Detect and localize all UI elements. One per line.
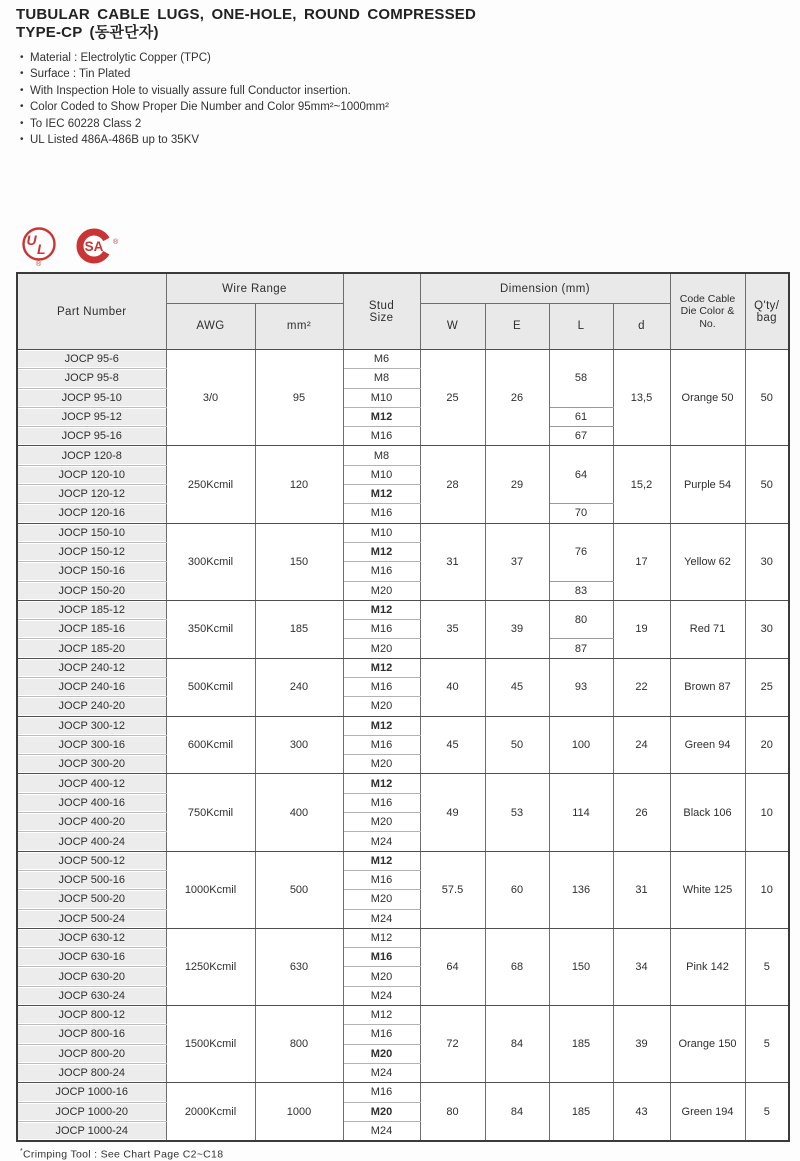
col-header-l: L (549, 303, 613, 349)
col-header-awg: AWG (166, 303, 255, 349)
table-row (17, 1006, 789, 1025)
table-row (17, 1083, 789, 1102)
dim-l-cell: 93 (549, 658, 613, 716)
die-color-cell: Green 194 (670, 1083, 745, 1141)
dim-e-cell: 45 (485, 658, 549, 716)
qty-cell: 5 (745, 1006, 789, 1083)
awg-cell: 300Kcmil (166, 523, 255, 600)
feature-item: • Surface : Tin Plated (18, 66, 786, 82)
stud-size-cell: M20 (343, 581, 420, 600)
mm2-cell: 185 (255, 600, 343, 658)
dim-l-cell: 76 (549, 523, 613, 581)
part-number-cell: JOCP 95-8 (17, 369, 166, 388)
mm2-cell: 120 (255, 446, 343, 523)
stud-size-cell: M12 (343, 407, 420, 426)
dim-d-cell: 39 (613, 1006, 670, 1083)
die-color-cell: Red 71 (670, 600, 745, 658)
dim-l-cell: 185 (549, 1083, 613, 1141)
part-number-cell: JOCP 95-6 (17, 349, 166, 368)
part-number-cell: JOCP 150-20 (17, 581, 166, 600)
awg-cell: 1250Kcmil (166, 928, 255, 1005)
page-title-line2: TYPE-CP (동관단자) (16, 23, 159, 41)
qty-cell: 30 (745, 600, 789, 658)
die-color-cell: Brown 87 (670, 658, 745, 716)
stud-size-cell: M24 (343, 1063, 420, 1082)
stud-size-cell: M24 (343, 986, 420, 1005)
part-number-cell: JOCP 185-20 (17, 639, 166, 658)
part-number-cell: JOCP 120-16 (17, 504, 166, 523)
die-color-cell: Black 106 (670, 774, 745, 851)
stud-size-cell: M16 (343, 504, 420, 523)
col-header-part-number: Part Number (17, 273, 166, 349)
part-number-cell: JOCP 630-24 (17, 986, 166, 1005)
feature-list (18, 50, 786, 148)
dim-e-cell: 84 (485, 1083, 549, 1141)
part-number-cell: JOCP 500-20 (17, 890, 166, 909)
dim-w-cell: 28 (420, 446, 485, 523)
qty-cell: 5 (745, 1083, 789, 1141)
stud-size-cell: M16 (343, 677, 420, 696)
part-number-cell: JOCP 150-10 (17, 523, 166, 542)
stud-size-line2: Size (369, 311, 394, 324)
stud-size-cell: M12 (343, 774, 420, 793)
stud-size-cell: M20 (343, 697, 420, 716)
stud-size-cell: M6 (343, 349, 420, 368)
stud-size-cell: M20 (343, 1044, 420, 1063)
dim-w-cell: 49 (420, 774, 485, 851)
part-number-cell: JOCP 630-12 (17, 928, 166, 947)
dim-l-cell: 61 (549, 407, 613, 426)
csa-logo-text: SA (84, 239, 104, 255)
part-number-cell: JOCP 120-10 (17, 465, 166, 484)
part-number-cell: JOCP 500-24 (17, 909, 166, 928)
dim-l-cell: 64 (549, 446, 613, 504)
die-color-cell: Purple 54 (670, 446, 745, 523)
part-number-cell: JOCP 240-16 (17, 677, 166, 696)
spec-table-body (17, 349, 789, 1141)
stud-size-cell: M10 (343, 388, 420, 407)
stud-size-cell: M16 (343, 562, 420, 581)
part-number-cell: JOCP 630-20 (17, 967, 166, 986)
stud-size-cell: M20 (343, 1102, 420, 1121)
stud-size-cell: M12 (343, 658, 420, 677)
dim-w-cell: 45 (420, 716, 485, 774)
awg-cell: 350Kcmil (166, 600, 255, 658)
dim-e-cell: 60 (485, 851, 549, 928)
spec-table (16, 272, 790, 1142)
awg-cell: 600Kcmil (166, 716, 255, 774)
dim-w-cell: 72 (420, 1006, 485, 1083)
stud-size-cell: M12 (343, 716, 420, 735)
die-color-cell: Yellow 62 (670, 523, 745, 600)
part-number-cell: JOCP 185-16 (17, 620, 166, 639)
crimping-tool-note (20, 1148, 786, 1161)
col-header-dimension: Dimension (mm) (420, 273, 670, 303)
qty-cell: 30 (745, 523, 789, 600)
dim-e-cell: 68 (485, 928, 549, 1005)
dim-l-cell: 185 (549, 1006, 613, 1083)
stud-size-cell: M24 (343, 832, 420, 851)
dim-l-cell: 67 (549, 427, 613, 446)
part-number-cell: JOCP 240-12 (17, 658, 166, 677)
die-color-cell: Pink 142 (670, 928, 745, 1005)
dim-e-cell: 37 (485, 523, 549, 600)
dim-d-cell: 24 (613, 716, 670, 774)
die-color-cell: Orange 150 (670, 1006, 745, 1083)
part-number-cell: JOCP 120-8 (17, 446, 166, 465)
dim-l-cell: 114 (549, 774, 613, 851)
qty-cell: 25 (745, 658, 789, 716)
mm2-cell: 800 (255, 1006, 343, 1083)
stud-size-cell: M20 (343, 639, 420, 658)
dim-l-cell: 83 (549, 581, 613, 600)
stud-size-cell: M12 (343, 485, 420, 504)
stud-size-cell: M10 (343, 465, 420, 484)
part-number-cell: JOCP 300-20 (17, 755, 166, 774)
stud-size-cell: M16 (343, 427, 420, 446)
part-number-cell: JOCP 1000-20 (17, 1102, 166, 1121)
mm2-cell: 240 (255, 658, 343, 716)
awg-cell: 1500Kcmil (166, 1006, 255, 1083)
ul-registered-icon: ® (36, 261, 42, 269)
mm2-cell: 150 (255, 523, 343, 600)
dim-d-cell: 15,2 (613, 446, 670, 523)
part-number-cell: JOCP 630-16 (17, 948, 166, 967)
dim-w-cell: 64 (420, 928, 485, 1005)
part-number-cell: JOCP 400-12 (17, 774, 166, 793)
stud-size-cell: M10 (343, 523, 420, 542)
stud-size-cell: M12 (343, 542, 420, 561)
col-header-code-cable: Code Cable Die Color & No. (670, 273, 745, 349)
part-number-cell: JOCP 800-16 (17, 1025, 166, 1044)
col-header-w: W (420, 303, 485, 349)
table-row (17, 928, 789, 947)
stud-size-cell: M16 (343, 948, 420, 967)
dim-l-cell: 58 (549, 349, 613, 407)
dim-w-cell: 35 (420, 600, 485, 658)
dim-w-cell: 57.5 (420, 851, 485, 928)
feature-item: • To IEC 60228 Class 2 (18, 116, 786, 132)
footnote-text: Crimping Tool : See Chart Page C2~C18 (23, 1148, 224, 1161)
stud-size-cell: M16 (343, 735, 420, 754)
stud-size-cell: M12 (343, 600, 420, 619)
qty-cell: 20 (745, 716, 789, 774)
dim-d-cell: 17 (613, 523, 670, 600)
awg-cell: 3/0 (166, 349, 255, 445)
stud-size-cell: M20 (343, 967, 420, 986)
stud-size-cell: M12 (343, 851, 420, 870)
dim-d-cell: 26 (613, 774, 670, 851)
certification-logos (20, 226, 786, 268)
dim-e-cell: 50 (485, 716, 549, 774)
part-number-cell: JOCP 400-16 (17, 793, 166, 812)
feature-item: • UL Listed 486A-486B up to 35KV (18, 132, 786, 148)
stud-size-cell: M12 (343, 1006, 420, 1025)
csa-logo (74, 226, 120, 268)
stud-size-cell: M12 (343, 928, 420, 947)
table-row (17, 523, 789, 542)
part-number-cell: JOCP 400-20 (17, 813, 166, 832)
feature-item: • With Inspection Hole to visually assure full Conductor insertion. (18, 83, 786, 99)
part-number-cell: JOCP 95-10 (17, 388, 166, 407)
dim-e-cell: 29 (485, 446, 549, 523)
mm2-cell: 300 (255, 716, 343, 774)
stud-size-cell: M20 (343, 755, 420, 774)
stud-size-cell: M16 (343, 1083, 420, 1102)
dim-d-cell: 19 (613, 600, 670, 658)
awg-cell: 500Kcmil (166, 658, 255, 716)
page-title (16, 6, 786, 41)
table-row (17, 851, 789, 870)
dim-l-cell: 80 (549, 600, 613, 639)
mm2-cell: 95 (255, 349, 343, 445)
part-number-cell: JOCP 1000-16 (17, 1083, 166, 1102)
dim-l-cell: 150 (549, 928, 613, 1005)
table-row (17, 446, 789, 465)
mm2-cell: 400 (255, 774, 343, 851)
col-header-stud-size (343, 273, 420, 349)
dim-l-cell: 136 (549, 851, 613, 928)
dim-l-cell: 87 (549, 639, 613, 658)
part-number-cell: JOCP 500-12 (17, 851, 166, 870)
stud-size-line1: Stud (368, 299, 395, 312)
qty-cell: 10 (745, 774, 789, 851)
dim-w-cell: 31 (420, 523, 485, 600)
part-number-cell: JOCP 800-12 (17, 1006, 166, 1025)
part-number-cell: JOCP 800-20 (17, 1044, 166, 1063)
part-number-cell: JOCP 95-12 (17, 407, 166, 426)
part-number-cell: JOCP 95-16 (17, 427, 166, 446)
footnote-mark: * (20, 1148, 24, 1156)
spec-table-header (17, 273, 789, 349)
awg-cell: 750Kcmil (166, 774, 255, 851)
dim-d-cell: 43 (613, 1083, 670, 1141)
part-number-cell: JOCP 150-16 (17, 562, 166, 581)
dim-d-cell: 13,5 (613, 349, 670, 445)
stud-size-cell: M24 (343, 909, 420, 928)
qty-line1: Q'ty/ (754, 299, 780, 312)
dim-w-cell: 40 (420, 658, 485, 716)
ul-logo-letter-l: L (37, 241, 46, 258)
stud-size-cell: M16 (343, 870, 420, 889)
table-row (17, 774, 789, 793)
part-number-cell: JOCP 1000-24 (17, 1121, 166, 1141)
mm2-cell: 1000 (255, 1083, 343, 1141)
table-row (17, 658, 789, 677)
col-header-e: E (485, 303, 549, 349)
col-header-qty (745, 273, 789, 349)
dim-w-cell: 80 (420, 1083, 485, 1141)
table-row (17, 716, 789, 735)
awg-cell: 1000Kcmil (166, 851, 255, 928)
stud-size-cell: M20 (343, 890, 420, 909)
stud-size-cell: M8 (343, 369, 420, 388)
dim-e-cell: 26 (485, 349, 549, 445)
col-header-d: d (613, 303, 670, 349)
table-row (17, 349, 789, 368)
stud-size-cell: M16 (343, 620, 420, 639)
qty-cell: 5 (745, 928, 789, 1005)
part-number-cell: JOCP 500-16 (17, 870, 166, 889)
mm2-cell: 500 (255, 851, 343, 928)
dim-w-cell: 25 (420, 349, 485, 445)
stud-size-cell: M8 (343, 446, 420, 465)
part-number-cell: JOCP 150-12 (17, 542, 166, 561)
col-header-mm2: mm² (255, 303, 343, 349)
dim-d-cell: 31 (613, 851, 670, 928)
ul-logo-letter-u: U (26, 232, 37, 249)
part-number-cell: JOCP 120-12 (17, 485, 166, 504)
feature-item: • Color Coded to Show Proper Die Number and Color 95mm²~1000mm² (18, 99, 786, 115)
dim-e-cell: 53 (485, 774, 549, 851)
part-number-cell: JOCP 400-24 (17, 832, 166, 851)
dim-e-cell: 39 (485, 600, 549, 658)
die-color-cell: Green 94 (670, 716, 745, 774)
part-number-cell: JOCP 240-20 (17, 697, 166, 716)
ul-logo (20, 226, 58, 268)
dim-l-cell: 100 (549, 716, 613, 774)
dim-d-cell: 22 (613, 658, 670, 716)
awg-cell: 250Kcmil (166, 446, 255, 523)
table-row (17, 600, 789, 619)
awg-cell: 2000Kcmil (166, 1083, 255, 1141)
dim-d-cell: 34 (613, 928, 670, 1005)
mm2-cell: 630 (255, 928, 343, 1005)
col-header-wire-range: Wire Range (166, 273, 343, 303)
feature-item: • Material : Electrolytic Copper (TPC) (18, 50, 786, 66)
part-number-cell: JOCP 800-24 (17, 1063, 166, 1082)
qty-cell: 50 (745, 446, 789, 523)
qty-cell: 50 (745, 349, 789, 445)
die-color-cell: Orange 50 (670, 349, 745, 445)
qty-cell: 10 (745, 851, 789, 928)
stud-size-cell: M24 (343, 1121, 420, 1141)
stud-size-cell: M20 (343, 813, 420, 832)
qty-line2: bag (756, 311, 777, 324)
part-number-cell: JOCP 185-12 (17, 600, 166, 619)
stud-size-cell: M16 (343, 1025, 420, 1044)
part-number-cell: JOCP 300-12 (17, 716, 166, 735)
stud-size-cell: M16 (343, 793, 420, 812)
die-color-cell: White 125 (670, 851, 745, 928)
dim-e-cell: 84 (485, 1006, 549, 1083)
part-number-cell: JOCP 300-16 (17, 735, 166, 754)
dim-l-cell: 70 (549, 504, 613, 523)
page-title-line1: TUBULAR CABLE LUGS, ONE-HOLE, ROUND COMPRESSED (16, 6, 477, 23)
csa-registered-icon: ® (113, 239, 119, 247)
